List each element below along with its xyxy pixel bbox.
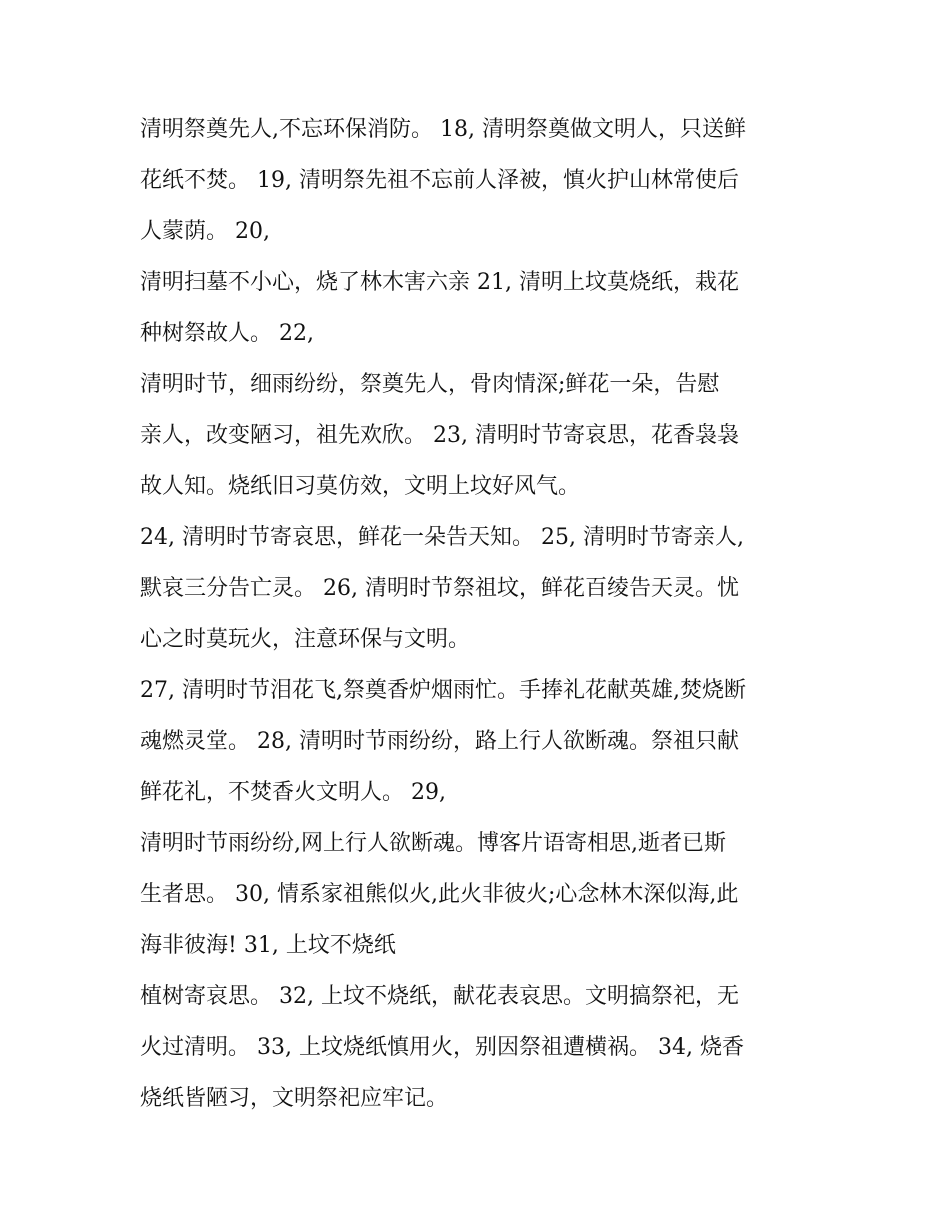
text-line: 魂燃灵堂。 28, 清明时节雨纷纷，路上行人欲断魂。祭祖只献 (140, 729, 739, 754)
text-line: 鲜花礼，不焚香火文明人。 29, (140, 780, 446, 805)
text-line: 烧纸皆陋习，文明祭祀应牢记。 (140, 1086, 449, 1111)
text-line: 植树寄哀思。 32, 上坟不烧纸，献花表哀思。文明搞祭祀，无 (140, 984, 739, 1009)
text-line: 清明时节，细雨纷纷，祭奠先人，骨肉情深;鲜花一朵，告慰 (140, 372, 720, 397)
text-line: 默哀三分告亡灵。 26, 清明时节祭祖坟，鲜花百绫告天灵。忧 (140, 576, 739, 601)
text-line: 清明时节雨纷纷,网上行人欲断魂。博客片语寄相思,逝者已斯 (140, 831, 726, 856)
text-line: 清明祭奠先人,不忘环保消防。 18, 清明祭奠做文明人，只送鲜 (140, 117, 746, 142)
text-line: 花纸不焚。 19, 清明祭先祖不忘前人泽被，慎火护山林常使后 (140, 168, 739, 193)
text-line: 心之时莫玩火，注意环保与文明。 (140, 627, 471, 652)
text-line: 亲人，改变陋习，祖先欢欣。 23, 清明时节寄哀思，花香袅袅 (140, 423, 739, 448)
text-line: 人蒙荫。 20, (140, 219, 270, 244)
text-line: 清明扫墓不小心，烧了林木害六亲 21, 清明上坟莫烧纸，栽花 (140, 270, 739, 295)
text-line: 24, 清明时节寄哀思，鲜花一朵告天知。 25, 清明时节寄亲人, (140, 525, 744, 550)
text-line: 海非彼海! 31, 上坟不烧纸 (140, 933, 396, 958)
text-line: 种树祭故人。 22, (140, 321, 314, 346)
text-line: 火过清明。 33, 上坟烧纸慎用火，别因祭祖遭横祸。 34, 烧香 (140, 1035, 744, 1060)
text-line: 生者思。 30, 情系家祖熊似火,此火非彼火;心念林木深似海,此 (140, 882, 739, 907)
text-line: 故人知。烧纸旧习莫仿效，文明上坟好风气。 (140, 474, 581, 499)
document-body (140, 104, 812, 1124)
text-line: 27, 清明时节泪花飞,祭奠香炉烟雨忙。手捧礼花献英雄,焚烧断 (140, 678, 746, 703)
